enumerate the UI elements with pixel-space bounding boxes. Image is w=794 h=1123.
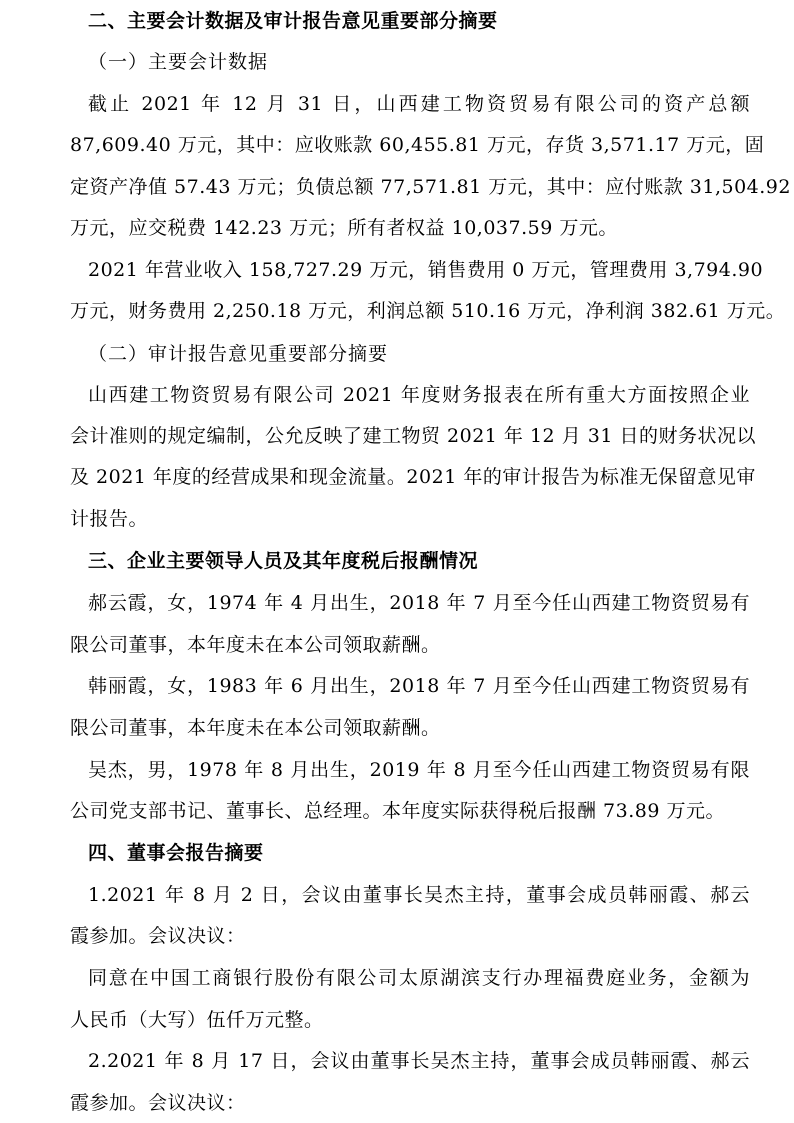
paragraph-line: 2.2021 年 8 月 17 日，会议由董事长吴杰主持，董事会成员韩丽霞、郝云 <box>88 1050 750 1072</box>
paragraph-line: 山西建工物资贸易有限公司 2021 年度财务报表在所有重大方面按照企业 <box>88 384 750 406</box>
paragraph-line: 公司党支部书记、董事长、总经理。本年度实际获得税后报酬 73.89 万元。 <box>70 800 725 822</box>
paragraph-line: 及 2021 年度的经营成果和现金流量。2021 年的审计报告为标准无保留意见审 <box>70 466 756 488</box>
section-3-heading: 三、企业主要领导人员及其年度税后报酬情况 <box>88 550 479 572</box>
paragraph-line: 霞参加。会议决议： <box>70 925 246 947</box>
paragraph-line: 2021 年营业收入 158,727.29 万元，销售费用 0 万元，管理费用 3,794.90 <box>88 259 764 281</box>
paragraph-line: 限公司董事，本年度未在本公司领取薪酬。 <box>70 717 441 739</box>
section-2-heading: 二、主要会计数据及审计报告意见重要部分摘要 <box>88 10 498 32</box>
paragraph-line: 韩丽霞，女，1983 年 6 月出生，2018 年 7 月至今任山西建工物资贸易有 <box>88 675 750 697</box>
section-2-1-subheading: （一）主要会计数据 <box>88 51 269 73</box>
paragraph-line: 人民币（大写）伍仟万元整。 <box>70 1009 324 1031</box>
paragraph-line: 计报告。 <box>70 508 149 530</box>
paragraph-line: 郝云霞，女，1974 年 4 月出生，2018 年 7 月至今任山西建工物资贸易有 <box>88 592 750 614</box>
section-2-2-subheading: （二）审计报告意见重要部分摘要 <box>88 343 389 365</box>
paragraph-line: 霞参加。会议决议： <box>70 1092 246 1114</box>
paragraph-line: 同意在中国工商银行股份有限公司太原湖滨支行办理福费庭业务，金额为 <box>88 967 750 989</box>
paragraph-line: 截止 2021 年 12 月 31 日，山西建工物资贸易有限公司的资产总额 <box>88 93 750 115</box>
paragraph-line: 万元，财务费用 2,250.18 万元，利润总额 510.16 万元，净利润 382.61 万元。 <box>70 300 786 322</box>
paragraph-line: 限公司董事，本年度未在本公司领取薪酬。 <box>70 634 441 656</box>
paragraph-line: 万元，应交税费 142.23 万元；所有者权益 10,037.59 万元。 <box>70 217 618 239</box>
paragraph-line: 定资产净值 57.43 万元；负债总额 77,571.81 万元，其中：应付账款 31,504.92 <box>70 176 791 198</box>
paragraph-line: 吴杰，男，1978 年 8 月出生，2019 年 8 月至今任山西建工物资贸易有限 <box>88 759 750 781</box>
paragraph-line: 会计准则的规定编制，公允反映了建工物贸 2021 年 12 月 31 日的财务状况以 <box>70 425 756 447</box>
paragraph-line: 87,609.40 万元，其中：应收账款 60,455.81 万元，存货 3,571.17 万元，固 <box>70 134 765 156</box>
section-4-heading: 四、董事会报告摘要 <box>88 842 264 864</box>
paragraph-line: 1.2021 年 8 月 2 日，会议由董事长吴杰主持，董事会成员韩丽霞、郝云 <box>88 884 750 906</box>
